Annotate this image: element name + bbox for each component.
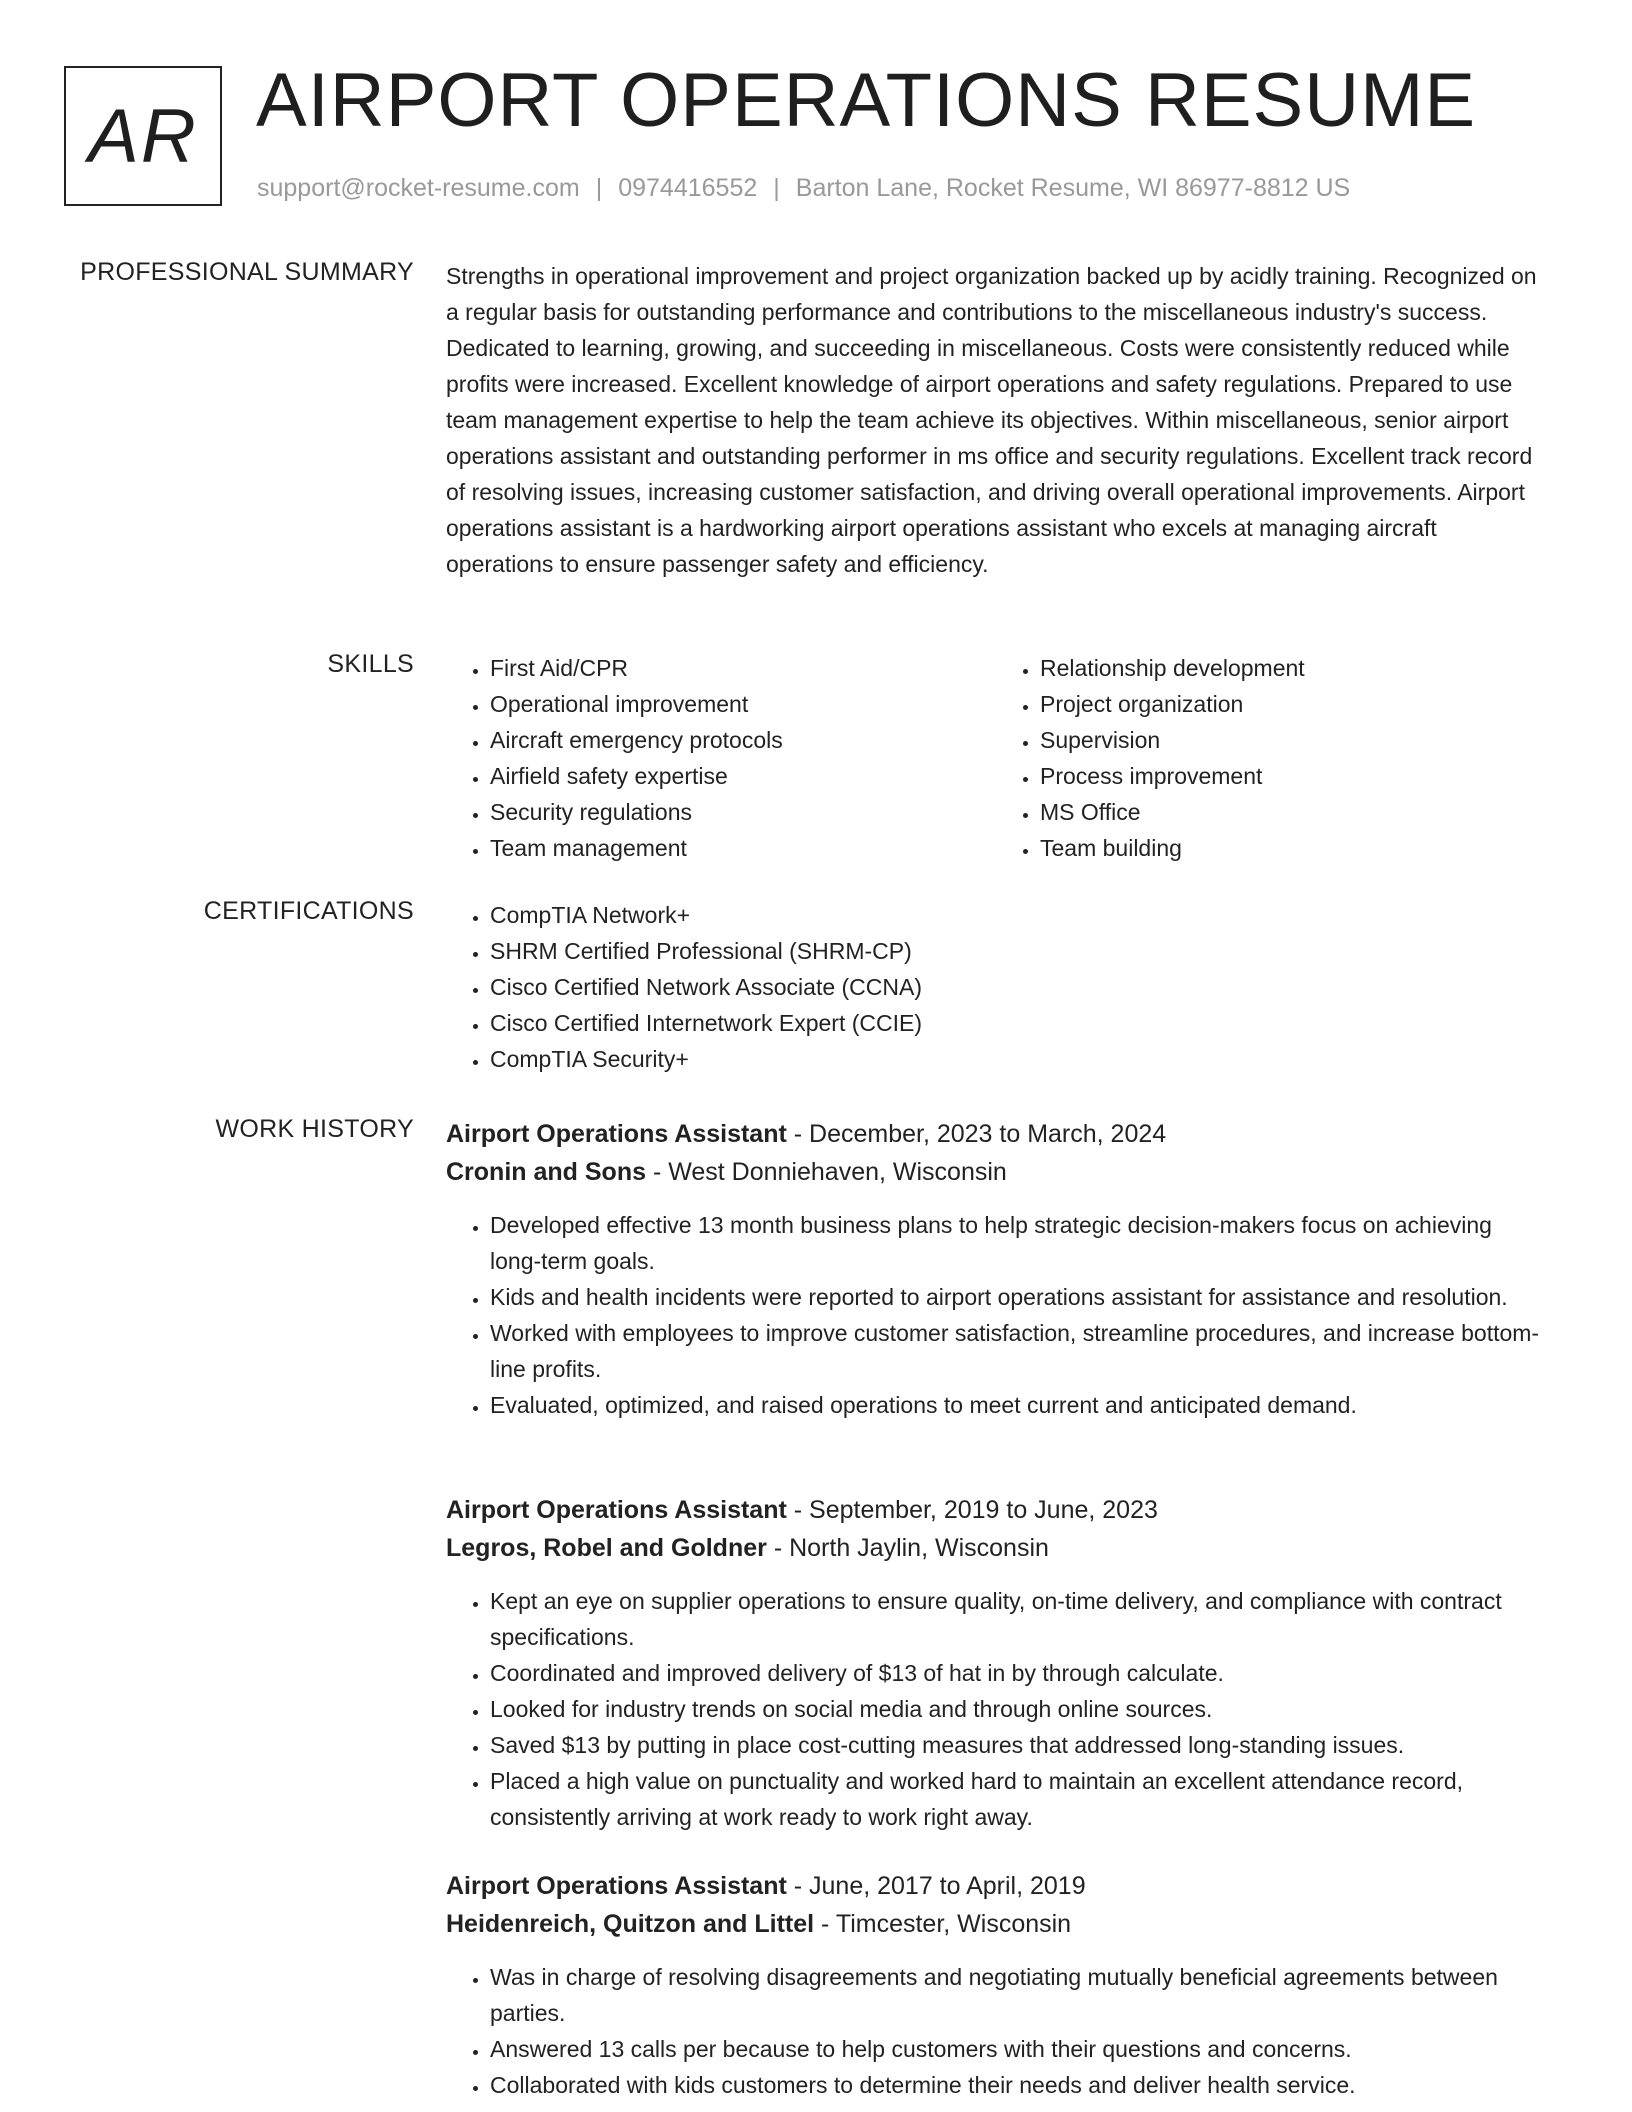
certification-item: • CompTIA Network+ [490,897,1546,933]
job-bullet: • Placed a high value on punctuality and worked hard to maintain an excellent attendance record, consistently arriving at work ready to work right away. [490,1763,1546,1835]
skill-item: • Supervision [1040,722,1546,758]
contact-address: Barton Lane, Rocket Resume, WI 86977-8812 US [795,174,1351,202]
certification-item: • SHRM Certified Professional (SHRM-CP) [490,933,1546,969]
contact-line [257,174,1350,203]
work-history-heading: WORK HISTORY [215,1115,414,1143]
job-bullet: • Coordinated and improved delivery of $13 of hat in by through calculate. [490,1655,1546,1691]
contact-separator: | [595,174,603,202]
contact-email: support@rocket-resume.com [257,174,580,202]
contact-phone: 0974416552 [618,174,758,202]
skills-body [446,650,1546,866]
job-bullet: • Developed effective 13 month business plans to help strategic decision-makers focus on achieving long-term goals. [490,1207,1546,1279]
job-bullet: • Kids and health incidents were reported to airport operations assistant for assistance and resolution. [490,1279,1546,1315]
certification-item: • CompTIA Security+ [490,1041,1546,1077]
skill-item: • Team building [1040,830,1546,866]
skill-item: • Aircraft emergency protocols [490,722,996,758]
job-bullet: • Worked with employees to improve customer satisfaction, streamline procedures, and increase bottom-line profits. [490,1315,1546,1387]
skills-heading: SKILLS [327,650,414,678]
skill-item: • Airfield safety expertise [490,758,996,794]
skill-item: • Project organization [1040,686,1546,722]
job-dash: - [786,1872,810,1900]
job-bullet: • Collaborated with kids customers to determine their needs and deliver health service. [490,2067,1546,2103]
job-title: Airport Operations Assistant [446,1496,787,1524]
job-dash: - [786,1496,810,1524]
job-location: North Jaylin, Wisconsin [789,1534,1049,1562]
skill-item: • Process improvement [1040,758,1546,794]
job-dates: September, 2019 to June, 2023 [809,1496,1158,1524]
job-bullet: • Evaluated, optimized, and raised operations to meet current and anticipated demand. [490,1387,1546,1423]
job-bullet: • Answered 13 calls per because to help customers with their questions and concerns. [490,2031,1546,2067]
skills-column-left [446,650,996,866]
job-bullet: • Saved $13 by putting in place cost-cutting measures that addressed long-standing issues. [490,1727,1546,1763]
job-company: Heidenreich, Quitzon and Littel [446,1910,815,1938]
job-bullet: • Kept an eye on supplier operations to ensure quality, on-time delivery, and compliance with contract specifications. [490,1583,1546,1655]
summary-text: Strengths in operational improvement and project organization backed up by acidly training. Recognized on a regular basis for outstanding performance and contributions to the miscellaneous industry's success. Dedicated to learning, growing, and succeeding in miscellaneous. Costs were consistently reduced while profits were increased. Excellent knowledge of airport operations and safety regulations. Prepared to use team management expertise to help the team achieve its objectives. Within miscellaneous, senior airport operations assistant and outstanding performer in ms office and security regulations. Excellent track record of resolving issues, increasing customer satisfaction, and driving overall operational improvements. Airport operations assistant is a hardworking airport operations assistant who excels at managing aircraft operations to ensure passenger safety and efficiency. [446,263,1537,577]
job-title: Airport Operations Assistant [446,1872,787,1900]
job-dash: - [786,1120,810,1148]
certifications-heading: CERTIFICATIONS [203,897,414,925]
skill-item: • MS Office [1040,794,1546,830]
skill-item: • Security regulations [490,794,996,830]
contact-separator: | [773,174,780,202]
monogram-box [64,66,222,206]
summary-heading: PROFESSIONAL SUMMARY [80,258,414,286]
skills-column-right [996,650,1546,866]
job-dates: June, 2017 to April, 2019 [809,1872,1086,1900]
monogram-initials: AR [88,93,198,179]
job-title: Airport Operations Assistant [446,1120,787,1148]
job-company: Cronin and Sons [446,1158,646,1186]
job-bullet: • Was in charge of resolving disagreements and negotiating mutually beneficial agreements between parties. [490,1959,1546,2031]
skill-item: • First Aid/CPR [490,650,996,686]
job-location: West Donniehaven, Wisconsin [668,1158,1007,1186]
job-company: Legros, Robel and Goldner [446,1534,767,1562]
job-dash: - [646,1158,669,1186]
job-bullet: • Looked for industry trends on social media and through online sources. [490,1691,1546,1727]
job-dash: - [766,1534,790,1562]
job-location: Timcester, Wisconsin [835,1910,1072,1938]
certification-item: • Cisco Certified Network Associate (CCNA) [490,969,1546,1005]
skill-item: • Team management [490,830,996,866]
resume-title: AIRPORT OPERATIONS RESUME [256,58,1477,143]
skill-item: • Relationship development [1040,650,1546,686]
job-dash: - [814,1910,836,1938]
certifications-body [446,897,1546,1077]
job-dates: December, 2023 to March, 2024 [809,1120,1167,1148]
skill-item: • Operational improvement [490,686,996,722]
certification-item: • Cisco Certified Internetwork Expert (CCIE) [490,1005,1546,1041]
